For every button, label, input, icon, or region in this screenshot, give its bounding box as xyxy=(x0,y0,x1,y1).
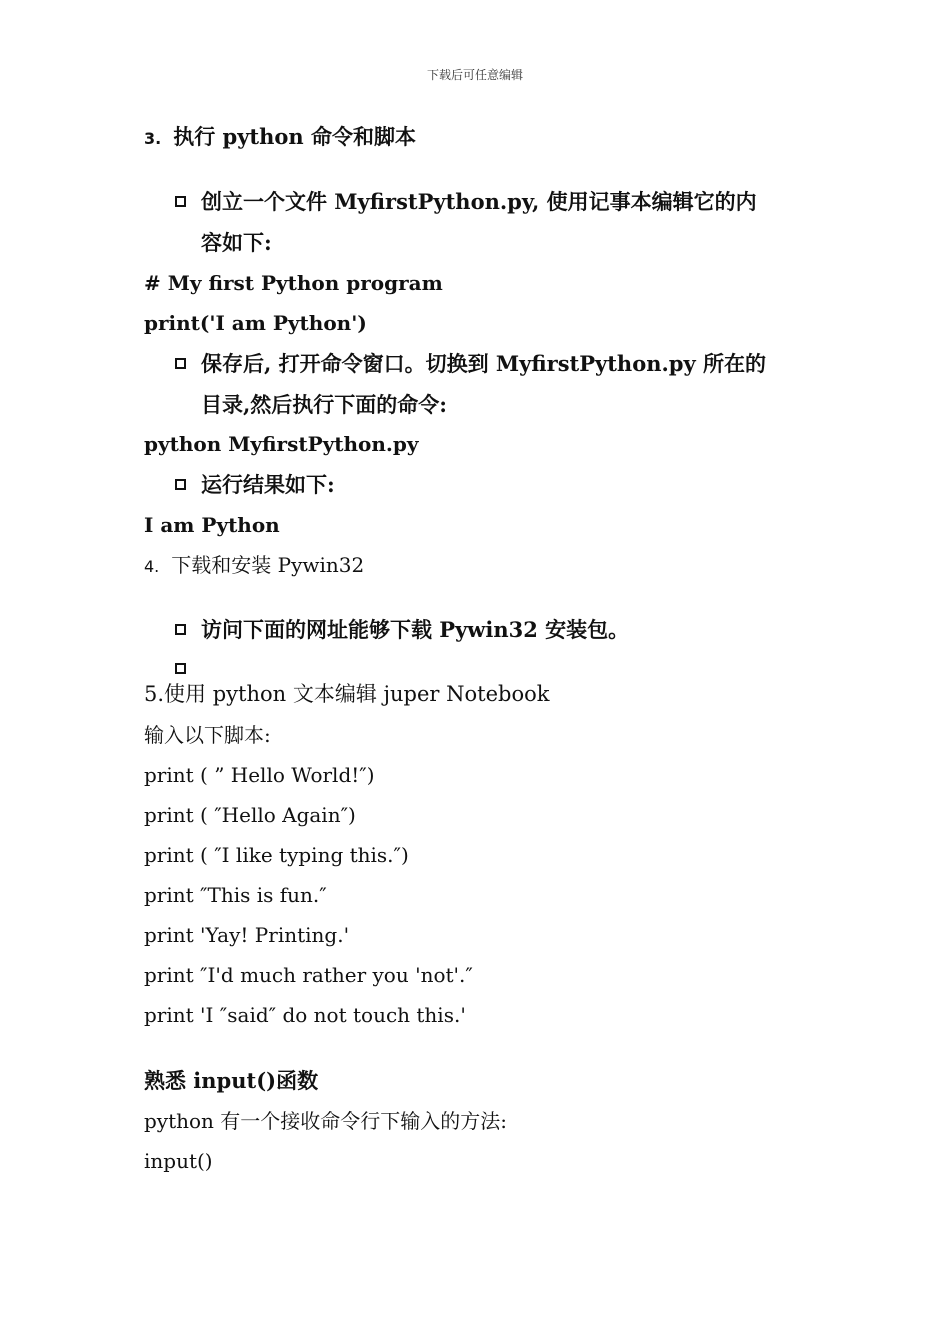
script-line: print ″I'd much rather you 'not'.″ xyxy=(144,963,473,987)
section-3-heading xyxy=(144,126,416,147)
input-section-description: python 有一个接收命令行下输入的方法: xyxy=(144,1109,508,1133)
bullet-create-file-line2: 容如下: xyxy=(201,230,272,255)
script-line: print ″This is fun.″ xyxy=(144,883,327,907)
bullet-save-line2: 目录,然后执行下面的命令: xyxy=(201,392,448,417)
code-comment-line: # My first Python program xyxy=(144,271,443,295)
checkbox-bullet-icon xyxy=(175,358,186,369)
code-print-line: print('I am Python') xyxy=(144,311,367,335)
section-5-intro: 输入以下脚本: xyxy=(144,723,271,747)
section-3-title: 执行 python 命令和脚本 xyxy=(173,124,416,149)
checkbox-bullet-icon xyxy=(175,196,186,207)
code-output-line: I am Python xyxy=(144,513,280,537)
page-header: 下载后可任意编辑 xyxy=(426,68,523,82)
section-5-heading: 5.使用 python 文本编辑 juper Notebook xyxy=(144,682,550,706)
bullet-create-file-line1: 创立一个文件 MyfirstPython.py, 使用记事本编辑它的内 xyxy=(201,189,757,214)
script-line: print 'Yay! Printing.' xyxy=(144,923,350,947)
section-4-title: 下载和安装 Pywin32 xyxy=(171,553,365,577)
script-line: print ( ″Hello Again″) xyxy=(144,803,356,827)
checkbox-bullet-icon xyxy=(175,624,186,635)
script-line: print 'I ″said″ do not touch this.' xyxy=(144,1003,466,1027)
bullet-run-result: 运行结果如下: xyxy=(201,472,335,497)
checkbox-bullet-icon xyxy=(175,663,186,674)
input-section-heading: 熟悉 input()函数 xyxy=(144,1068,319,1093)
input-code-line: input() xyxy=(144,1149,213,1173)
bullet-save-line1: 保存后, 打开命令窗口。切换到 MyfirstPython.py 所在的 xyxy=(201,351,766,376)
code-run-command: python MyfirstPython.py xyxy=(144,432,419,456)
section-4-number: 4. xyxy=(144,557,160,576)
checkbox-bullet-icon xyxy=(175,479,186,490)
section-4-heading xyxy=(144,555,364,575)
script-line: print ( ″I like typing this.″) xyxy=(144,843,409,867)
section-3-number: 3. xyxy=(144,129,162,148)
script-line: print ( ” Hello World!″) xyxy=(144,763,375,787)
bullet-visit-url: 访问下面的网址能够下载 Pywin32 安装包。 xyxy=(201,617,630,642)
